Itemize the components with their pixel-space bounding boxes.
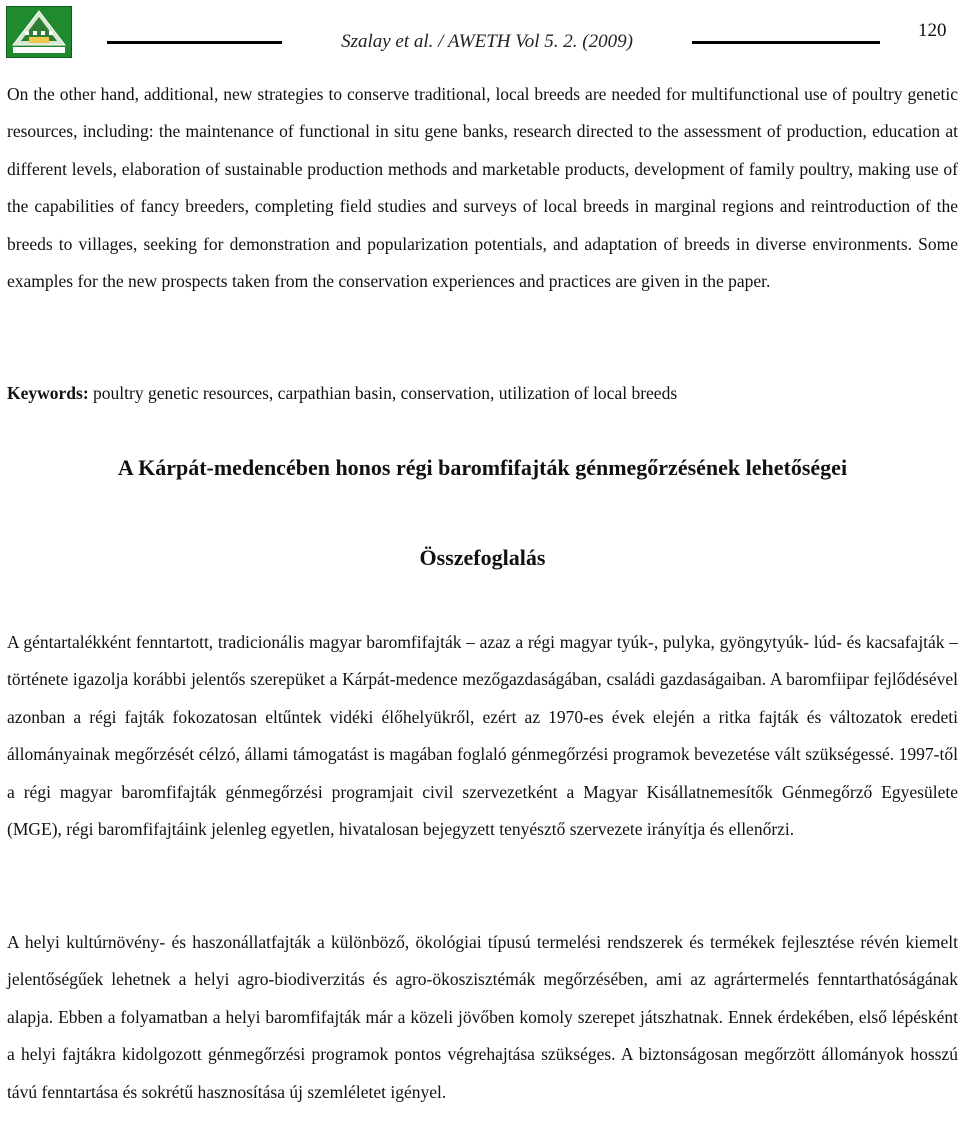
section-heading-summary: Összefoglalás (419, 545, 546, 570)
journal-logo-icon (6, 6, 72, 58)
keywords-block (7, 375, 958, 412)
abstract-block (7, 76, 958, 300)
hungarian-paragraph-2-block (7, 924, 958, 1111)
running-title: Szalay et al. / AWETH Vol 5. 2. (2009) (341, 31, 633, 52)
hungarian-paragraph-1-block (7, 624, 958, 848)
logo-graphic (7, 7, 71, 57)
keywords-label: Keywords: (7, 383, 89, 403)
keywords-paragraph (7, 375, 958, 412)
hungarian-paragraph-1: A géntartalékként fenntartott, tradicionális magyar baromfifajták – azaz a régi magyar tyúk-, pulyka, gyöngytyúk- lúd- és kacsafajták – története igazolja korábbi jelentős szerepüket a Kárpát-medence mezőgazdaságában, családi gazdaságaiban. A baromfiipar fejlődésével azonban a régi fajták fokozatosan eltűntek vidéki élőhelyükről, ezért az 1970-es évek elején a ritka fajták és változatok eredeti állományainak megőrzését célzó, állami támogatást is magában foglaló génmegőrzési programok bevezetése vált szükségessé. 1997-től a régi magyar baromfifajták génmegőrzési programjait civil szervezetként a Magyar Kisállatnemesítők Génmegőrző Egyesülete (MGE), régi baromfifajtáink jelenleg egyetlen, hivatalosan bejegyzett tenyésztő szervezete irányítja és ellenőrzi. (7, 632, 958, 840)
hungarian-title: A Kárpát-medencében honos régi baromfifajták génmegőrzésének lehetőségei (117, 455, 848, 480)
header-rule-left (107, 41, 282, 44)
keywords-text: poultry genetic resources, carpathian basin, conservation, utilization of local breeds (88, 383, 678, 403)
header-rule-right (692, 41, 880, 44)
page-number: 120 (918, 20, 947, 41)
page-header (0, 0, 960, 60)
hungarian-paragraph-2: A helyi kultúrnövény- és haszonállatfajták a különböző, ökológiai típusú termelési rendszerek és termékek fejlesztése révén kiemelt jelentőségűek lehetnek a helyi agro-biodiverzitás és agro-ökoszisztémák megőrzésében, ami az agrártermelés fenntarthatóságának alapja. Ebben a folyamatban a helyi baromfifajták már a közeli jövőben komoly szerepet játszhatnak. Ennek érdekében, első lépésként a helyi fajtákra kidolgozott génmegőrzési programok pontos végrehajtása szükséges. A biztonságosan megőrzött állományok hosszú távú fenntartása és sokrétű hasznosítása új szemléletet igényel. (7, 932, 958, 1102)
abstract-paragraph: On the other hand, additional, new strategies to conserve traditional, local breeds are needed for multifunctional use of poultry genetic resources, including: the maintenance of functional in situ gene banks, research directed to the assessment of production, education at different levels, elaboration of sustainable production methods and marketable products, development of family poultry, making use of the capabilities of fancy breeders, completing field studies and surveys of local breeds in marginal regions and reintroduction of the breeds to villages, seeking for demonstration and popularization potentials, and adaptation of breeds in diverse environments. Some examples for the new prospects taken from the conservation experiences and practices are given in the paper. (7, 84, 958, 292)
